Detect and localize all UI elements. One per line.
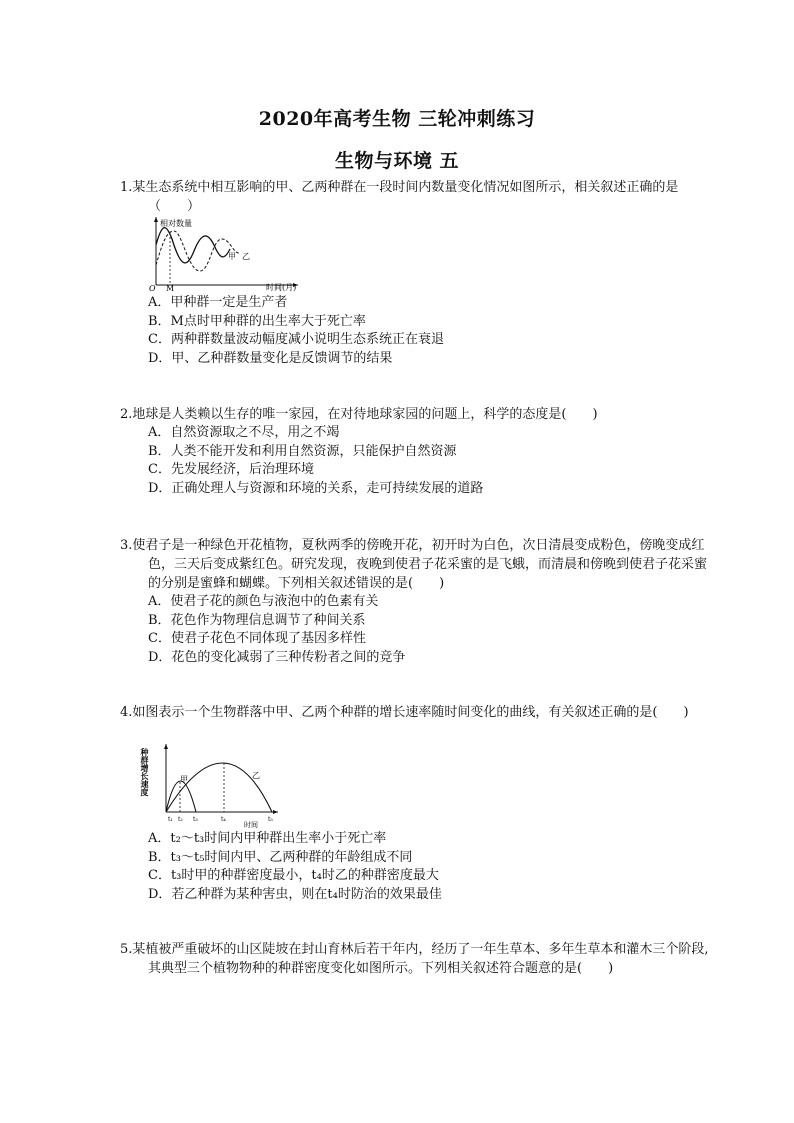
option-d[interactable]: D．正确处理人与资源和环境的关系，走可持续发展的道路 — [148, 480, 484, 496]
tick-t1: t₁ — [168, 816, 173, 823]
option-b[interactable]: B．人类不能开发和利用自然资源，只能保护自然资源 — [148, 443, 457, 459]
option-a[interactable]: A．甲种群一定是生产者 — [148, 295, 288, 310]
option-d[interactable]: D．若乙种群为某种害虫，则在t₄时防治的效果最佳 — [148, 886, 442, 902]
question-1 — [120, 178, 710, 216]
m-label: M — [166, 284, 175, 293]
question-4-stem: 4.如图表示一个生物群落中甲、乙两个种群的增长速率随时间变化的曲线，有关叙述正确的是( ) — [120, 705, 689, 720]
option-a[interactable]: A．自然资源取之不尽，用之不竭 — [148, 425, 340, 440]
question-2 — [120, 405, 710, 498]
question-5-stem: 5.某植被严重破坏的山区陡坡在封山育林后若干年内，经历了一年生草本、多年生草本和灌木三个阶段,其典型三个植物物种的种群密度变化如图所示。下列相关叙述符合题意的是( ) — [120, 942, 709, 976]
question-3 — [120, 536, 710, 667]
option-a[interactable]: A．使君子花的颜色与液泡中的色素有关 — [148, 594, 379, 609]
question-4-options — [120, 830, 710, 904]
x-axis-label: 时间(月) — [266, 283, 297, 292]
option-c[interactable]: C．两种群数量波动幅度减小说明生态系统正在衰退 — [148, 332, 444, 347]
option-c[interactable]: C．使君子花色不同体现了基因多样性 — [148, 631, 366, 646]
y-axis-label: 种群增长速度 — [140, 748, 150, 796]
growth-rate-figure — [140, 740, 280, 829]
x-axis-label: 时间 — [244, 821, 258, 829]
tick-t2: t₂ — [178, 816, 183, 823]
series-yi-label: 乙 — [252, 771, 260, 780]
option-d[interactable]: D．花色的变化减弱了三种传粉者之间的竞争 — [148, 649, 406, 665]
question-1-stem: 1.某生态系统中相互影响的甲、乙两种群在一段时间内数量变化情况如图所示，相关叙述正确的是 （ ） — [120, 180, 692, 214]
question-3-stem: 3.使君子是一种绿色开花植物，夏秋两季的傍晚开花，初开时为白色，次日清晨变成粉色，傍晚变成红色，三天后变成紫红色。研究发现，夜晚到使君子花采蜜的是飞蛾，而清晨和傍晚到使君子花采蜜的分别是蜜蜂和蝴蝶。下列相关叙述错误的是( ) — [120, 538, 708, 591]
y-axis-label: 相对数量 — [160, 219, 192, 228]
series-yi-curve — [156, 231, 240, 271]
series-jia-label: 甲 — [180, 775, 188, 784]
series-yi-label: 乙 — [242, 252, 250, 261]
option-a[interactable]: A．t₂～t₃时间内甲种群出生率小于死亡率 — [148, 831, 387, 846]
option-b[interactable]: B．花色作为物理信息调节了种间关系 — [148, 612, 366, 628]
x-axis-arrow — [273, 810, 278, 814]
origin-label: O — [149, 284, 156, 293]
population-quantity-figure — [148, 215, 300, 291]
question-2-stem: 2.地球是人类赖以生存的唯一家园，在对待地球家园的问题上，科学的态度是( ) — [120, 407, 598, 422]
series-jia-label: 甲 — [228, 252, 236, 261]
series-jia-curve — [156, 228, 230, 263]
page-title: 2020年高考生物 三轮冲刺练习 — [258, 108, 536, 130]
tick-t4: t₄ — [221, 816, 226, 823]
option-b[interactable]: B．t₃～t₅时间内甲、乙两种群的年龄组成不同 — [148, 849, 413, 865]
page-subtitle: 生物与环境 五 — [334, 150, 460, 172]
y-axis-arrow — [164, 744, 168, 749]
option-b[interactable]: B．M点时甲种群的出生率大于死亡率 — [148, 313, 366, 329]
y-axis-arrow — [154, 217, 158, 222]
option-c[interactable]: C．t₃时甲的种群密度最小，t₄时乙的种群密度最大 — [148, 868, 439, 883]
option-c[interactable]: C．先发展经济，后治理环境 — [148, 462, 314, 477]
option-d[interactable]: D．甲、乙种群数量变化是反馈调节的结果 — [148, 350, 393, 366]
question-1-options — [120, 294, 710, 368]
tick-t5: t₅ — [268, 816, 273, 823]
series-jia-curve — [166, 781, 196, 812]
question-5 — [120, 940, 710, 978]
question-4 — [120, 703, 710, 722]
tick-t3: t₃ — [193, 816, 198, 823]
